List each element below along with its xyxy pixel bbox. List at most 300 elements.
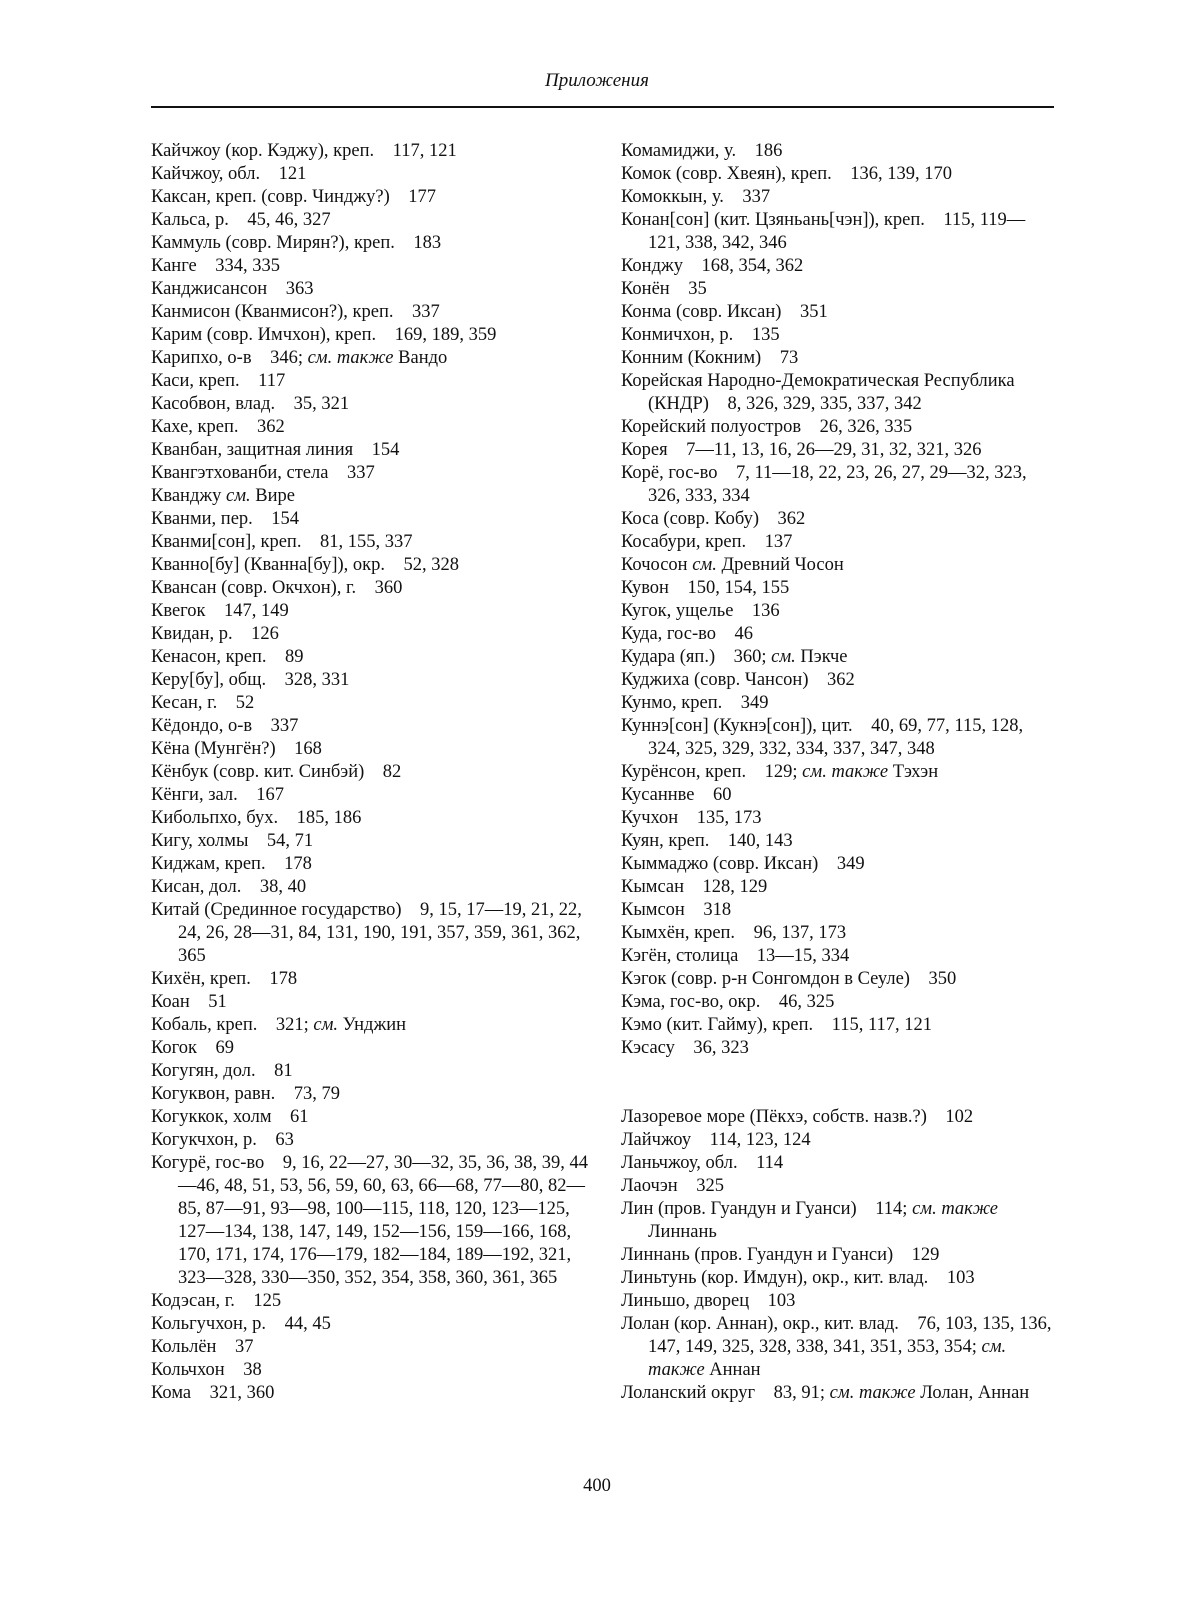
page-refs: 185, 186: [296, 808, 362, 828]
index-term: Кымсан: [621, 877, 685, 897]
index-term: Корейский полуостров: [621, 417, 802, 437]
index-term: Керу[бу], общ.: [151, 670, 267, 690]
index-entry: [151, 1336, 591, 1359]
page-refs: 52, 328: [403, 555, 460, 575]
cross-reference: Аннан: [709, 1360, 761, 1380]
index-term: Линьтунь (кор. Имдун), окр., кит. влад.: [621, 1268, 929, 1288]
page-refs: 115, 117, 121: [831, 1015, 933, 1035]
cross-reference: Вандо: [398, 348, 448, 368]
page-refs: 318: [703, 900, 732, 920]
index-entry: [621, 531, 1056, 554]
index-term: Касобвон, влад.: [151, 394, 276, 414]
page-number: 400: [583, 1476, 611, 1496]
index-term: Лайчжоу: [621, 1130, 692, 1150]
index-term: Конён: [621, 279, 670, 299]
index-term: Кенасон, креп.: [151, 647, 267, 667]
index-term: Канмисон (Кванмисон?), креп.: [151, 302, 394, 322]
index-term: Каси, креп.: [151, 371, 240, 391]
index-term: Кусаннве: [621, 785, 695, 805]
index-entry: [621, 462, 1056, 508]
page-refs: 178: [284, 854, 312, 874]
index-term: Кигу, холмы: [151, 831, 249, 851]
index-term: Линнань (пров. Гуандун и Гуанси): [621, 1245, 894, 1265]
index-entry: [621, 278, 1056, 301]
page-refs: 140, 143: [727, 831, 793, 851]
page-refs: 346;: [270, 348, 303, 368]
index-term: Курёнсон, креп.: [621, 762, 747, 782]
index-term: Конним (Кокним): [621, 348, 762, 368]
index-term: Когок: [151, 1038, 198, 1058]
index-entry: [621, 945, 1056, 968]
page-refs: 76, 103, 135, 136, 147, 149, 325, 328, 338, 341, 351, 353, 354;: [648, 1314, 1052, 1357]
index-term: Куда, гос-во: [621, 624, 716, 644]
page-refs: 117, 121: [392, 141, 457, 161]
index-term: Квегок: [151, 601, 206, 621]
index-column-left: [151, 140, 591, 1405]
letter-group-gap: [621, 1060, 1056, 1106]
page-refs: 363: [285, 279, 314, 299]
index-entry: [151, 784, 591, 807]
index-entry: [621, 1244, 1056, 1267]
index-entry: [151, 1037, 591, 1060]
page-refs: 44, 45: [284, 1314, 331, 1334]
index-entry: [621, 255, 1056, 278]
page-refs: 129;: [764, 762, 798, 782]
page-refs: 61: [290, 1107, 309, 1127]
index-term: Конмичхон, р.: [621, 325, 734, 345]
page-refs: 63: [275, 1130, 294, 1150]
cross-reference: Унджин: [342, 1015, 407, 1035]
index-entry: [621, 1313, 1056, 1382]
page-refs: 128, 129: [702, 877, 768, 897]
index-term: Канге: [151, 256, 197, 276]
page-refs: 168, 354, 362: [701, 256, 804, 276]
index-entry: [621, 416, 1056, 439]
cross-reference: Линнань: [648, 1222, 717, 1242]
index-term: Кымхён, креп.: [621, 923, 736, 943]
page-refs: 26, 326, 335: [819, 417, 913, 437]
index-term: Кибольпхо, бух.: [151, 808, 279, 828]
page-refs: 168: [294, 739, 322, 759]
index-entry: [621, 600, 1056, 623]
index-term: Каксан, креп. (совр. Чинджу?): [151, 187, 390, 207]
header-rule: [151, 106, 1054, 108]
cross-reference: Вире: [255, 486, 295, 506]
cross-reference: Древний Чосон: [721, 555, 844, 575]
cross-reference: Пэкче: [800, 647, 848, 667]
index-entry: [621, 1152, 1056, 1175]
index-entry: [621, 577, 1056, 600]
index-term: Кайчжоу, обл.: [151, 164, 261, 184]
index-entry: [151, 876, 591, 899]
page-refs: 328, 331: [284, 670, 350, 690]
page-refs: 73, 79: [293, 1084, 340, 1104]
cross-reference: Лолан, Аннан: [920, 1383, 1030, 1403]
page-refs: 115, 119—121, 338, 342, 346: [648, 210, 1026, 253]
page-refs: 362: [826, 670, 855, 690]
index-term: Кудара (яп.): [621, 647, 716, 667]
index-entry: [621, 324, 1056, 347]
index-entry: [151, 991, 591, 1014]
see-also-label: см. также: [912, 1199, 999, 1219]
index-term: Кесан, г.: [151, 693, 218, 713]
index-entry: [621, 899, 1056, 922]
index-entry: [151, 646, 591, 669]
index-entry: [621, 1267, 1056, 1290]
index-term: Кёдондо, о-в: [151, 716, 253, 736]
index-term: Кучхон: [621, 808, 679, 828]
index-term: Кёнбук (совр. кит. Синбэй): [151, 762, 365, 782]
page-refs: 60: [713, 785, 732, 805]
index-entry: [151, 761, 591, 784]
page-refs: 150, 154, 155: [687, 578, 790, 598]
page-refs: 73: [779, 348, 799, 368]
index-term: Кихён, креп.: [151, 969, 251, 989]
index-term: Кугок, ущелье: [621, 601, 734, 621]
page-refs: 38: [243, 1360, 262, 1380]
index-term: Квансан (совр. Окчхон), г.: [151, 578, 357, 598]
index-entry: [151, 600, 591, 623]
index-term: Конджу: [621, 256, 684, 276]
index-term: Китай (Срединное государство): [151, 900, 402, 920]
index-entry: [621, 186, 1056, 209]
index-entry: [621, 761, 1056, 784]
page-refs: 37: [234, 1337, 254, 1357]
page-refs: 178: [269, 969, 298, 989]
index-entry: [151, 439, 591, 462]
index-entry: [151, 370, 591, 393]
index-term: Кальса, р.: [151, 210, 229, 230]
index-term: Линьшо, дворец: [621, 1291, 750, 1311]
index-entry: [621, 853, 1056, 876]
cross-reference: Тэхэн: [892, 762, 939, 782]
page-refs: 35: [688, 279, 707, 299]
index-entry: [621, 1037, 1056, 1060]
index-term: Кувон: [621, 578, 669, 598]
index-term: Комоккын, у.: [621, 187, 724, 207]
index-entry: [621, 1382, 1056, 1405]
page-refs: 349: [836, 854, 865, 874]
index-entry: [621, 140, 1056, 163]
page-refs: 362: [777, 509, 806, 529]
index-entry: [151, 715, 591, 738]
index-entry: [621, 692, 1056, 715]
page-refs: 186: [754, 141, 783, 161]
index-term: Коан: [151, 992, 190, 1012]
page-refs: 121: [278, 164, 307, 184]
see-also-label: см.: [771, 647, 796, 667]
index-entry: [151, 738, 591, 761]
index-entry: [151, 1382, 591, 1405]
index-term: Кэгок (совр. р-н Сонгомдон в Сеуле): [621, 969, 910, 989]
page-refs: 169, 189, 359: [394, 325, 497, 345]
page-refs: 81, 155, 337: [319, 532, 413, 552]
index-entry: [151, 186, 591, 209]
page-refs: 9, 16, 22—27, 30—32, 35, 36, 38, 39, 44—46, 48, 51, 53, 56, 59, 60, 63, 66—68, 77—80, 82—85, 87—91, 93—98, 100—115, 118, 120, 123—125, 127—134, 138, 147, 149, 152—156, 159—166, 168, 170, 171, 174, 176—179, 182—184, 189—192, 321, 323—328, 330—350, 352, 354, 358, 360, 361, 365: [178, 1153, 589, 1288]
page-refs: 7, 11—18, 22, 23, 26, 27, 29—32, 323, 326, 333, 334: [648, 463, 1027, 506]
page-refs: 362: [257, 417, 285, 437]
index-term: Кэгён, столица: [621, 946, 739, 966]
index-entry: [621, 1014, 1056, 1037]
page-refs: 81: [274, 1061, 293, 1081]
index-entry: [621, 807, 1056, 830]
index-entry: [151, 462, 591, 485]
index-entry: [621, 439, 1056, 462]
index-entry: [621, 301, 1056, 324]
index-entry: [621, 669, 1056, 692]
index-entry: [621, 1290, 1056, 1313]
index-term: Лаочэн: [621, 1176, 678, 1196]
index-entry: [151, 899, 591, 968]
see-also-label: см.: [226, 486, 251, 506]
index-term: Ланьчжоу, обл.: [621, 1153, 738, 1173]
index-term: Кахе, креп.: [151, 417, 239, 437]
index-entry: [151, 232, 591, 255]
running-head: Приложения: [545, 70, 649, 91]
index-entry: [151, 324, 591, 347]
page-refs: 89: [285, 647, 304, 667]
index-term: Когукчхон, р.: [151, 1130, 257, 1150]
page-refs: 103: [946, 1268, 975, 1288]
page-refs: 177: [408, 187, 436, 207]
page-refs: 321, 360: [209, 1383, 275, 1403]
page-refs: 35, 321: [293, 394, 350, 414]
page-refs: 51: [208, 992, 227, 1012]
index-entry: [151, 209, 591, 232]
page-refs: 136, 139, 170: [850, 164, 952, 184]
page-refs: 154: [371, 440, 400, 460]
index-entry: [621, 508, 1056, 531]
index-term: Канджисансон: [151, 279, 268, 299]
index-entry: [151, 807, 591, 830]
see-also-label: см. также: [307, 348, 394, 368]
index-term: Когугян, дол.: [151, 1061, 256, 1081]
index-entry: [151, 531, 591, 554]
page-refs: 349: [740, 693, 769, 713]
index-term: Корё, гос-во: [621, 463, 718, 483]
page-refs: 360;: [733, 647, 767, 667]
index-term: Кэмо (кит. Гайму), креп.: [621, 1015, 814, 1035]
index-entry: [621, 715, 1056, 761]
index-term: Корейская Народно-Демократическая Республика (КНДР): [621, 371, 1015, 414]
index-term: Кёнги, зал.: [151, 785, 238, 805]
page-refs: 83, 91;: [773, 1383, 826, 1403]
index-term: Кэсасу: [621, 1038, 675, 1058]
index-entry: [151, 278, 591, 301]
index-term: Кымсон: [621, 900, 685, 920]
index-term: Комамиджи, у.: [621, 141, 737, 161]
index-term: Кунмо, креп.: [621, 693, 723, 713]
page-refs: 135: [751, 325, 780, 345]
index-entry: [151, 623, 591, 646]
index-entry: [621, 1198, 1056, 1244]
index-entry: [151, 140, 591, 163]
page-refs: 9, 15, 17—19, 21, 22, 24, 26, 28—31, 84, 131, 190, 191, 357, 359, 361, 362, 365: [178, 900, 582, 966]
page-refs: 69: [215, 1038, 235, 1058]
index-entry: [151, 301, 591, 324]
page-refs: 8, 326, 329, 335, 337, 342: [727, 394, 922, 414]
index-term: Кыммаджо (совр. Иксан): [621, 854, 819, 874]
index-term: Кисан, дол.: [151, 877, 242, 897]
index-term: Кайчжоу (кор. Кэджу), креп.: [151, 141, 375, 161]
page-refs: 321;: [275, 1015, 309, 1035]
page-refs: 36, 323: [693, 1038, 749, 1058]
page-refs: 325: [696, 1176, 724, 1196]
page-refs: 136: [751, 601, 780, 621]
index-term: Кванно[бу] (Кванна[бу]), окр.: [151, 555, 386, 575]
index-entry: [621, 830, 1056, 853]
page-refs: 7—11, 13, 16, 26—29, 31, 32, 321, 326: [686, 440, 982, 460]
page-refs: 52: [235, 693, 255, 713]
index-entry: [151, 1060, 591, 1083]
index-term: Кванбан, защитная линия: [151, 440, 354, 460]
index-entry: [151, 1129, 591, 1152]
index-entry: [151, 1083, 591, 1106]
index-entry: [621, 991, 1056, 1014]
index-term: Карипхо, о-в: [151, 348, 252, 368]
index-entry: [621, 646, 1056, 669]
index-entry: [621, 1175, 1056, 1198]
index-entry: [621, 163, 1056, 186]
page-refs: 337: [270, 716, 299, 736]
page-refs: 154: [271, 509, 300, 529]
page-refs: 167: [256, 785, 284, 805]
index-entry: [151, 554, 591, 577]
index-term: Квангэтхованби, стела: [151, 463, 329, 483]
page-refs: 117: [258, 371, 286, 391]
index-term: Карим (совр. Имчхон), креп.: [151, 325, 377, 345]
index-entry: [621, 784, 1056, 807]
index-term: Киджам, креп.: [151, 854, 266, 874]
index-term: Лоланский округ: [621, 1383, 756, 1403]
index-entry: [621, 554, 1056, 577]
page-refs: 40, 69, 77, 115, 128, 324, 325, 329, 332, 334, 337, 347, 348: [648, 716, 1024, 759]
index-entry: [151, 692, 591, 715]
index-term: Кольлён: [151, 1337, 217, 1357]
index-entry: [621, 370, 1056, 416]
index-term: Кванми, пер.: [151, 509, 253, 529]
index-term: Конан[сон] (кит. Цзяньань[чэн]), креп.: [621, 210, 925, 230]
index-term: Кобаль, креп.: [151, 1015, 258, 1035]
index-entry: [151, 577, 591, 600]
index-term: Комок (совр. Хвеян), креп.: [621, 164, 832, 184]
index-term: Кольгучхон, р.: [151, 1314, 267, 1334]
index-entry: [151, 1290, 591, 1313]
index-entry: [151, 416, 591, 439]
index-entry: [151, 853, 591, 876]
index-term: Кочосон: [621, 555, 688, 575]
page-refs: 350: [928, 969, 957, 989]
page-refs: 54, 71: [266, 831, 314, 851]
index-entry: [151, 163, 591, 186]
page-refs: 334, 335: [215, 256, 281, 276]
page-refs: 129: [911, 1245, 940, 1265]
index-entry: [621, 922, 1056, 945]
index-entry: [151, 1313, 591, 1336]
index-entry: [151, 393, 591, 416]
page-refs: 337: [742, 187, 771, 207]
index-term: Корея: [621, 440, 668, 460]
index-entry: [621, 623, 1056, 646]
index-term: Куннэ[сон] (Кукнэ[сон]), цит.: [621, 716, 853, 736]
index-term: Куджиха (совр. Чансон): [621, 670, 809, 690]
index-entry: [621, 968, 1056, 991]
index-term: Кома: [151, 1383, 192, 1403]
page-refs: 96, 137, 173: [753, 923, 847, 943]
index-term: Квидан, р.: [151, 624, 233, 644]
index-entry: [151, 255, 591, 278]
index-entry: [151, 508, 591, 531]
page-refs: 114;: [875, 1199, 908, 1219]
index-term: Кванми[сон], креп.: [151, 532, 302, 552]
index-entry: [151, 669, 591, 692]
index-term: Лолан (кор. Аннан), окр., кит. влад.: [621, 1314, 899, 1334]
page-refs: 135, 173: [696, 808, 762, 828]
page-refs: 125: [253, 1291, 282, 1311]
index-term: Куян, креп.: [621, 831, 710, 851]
page-refs: 337: [346, 463, 375, 483]
index-term: Кольчхон: [151, 1360, 225, 1380]
index-entry: [621, 347, 1056, 370]
index-entry: [151, 830, 591, 853]
see-also-label: см.: [692, 555, 717, 575]
page-refs: 337: [411, 302, 440, 322]
page-refs: 147, 149: [224, 601, 289, 621]
index-term: Когуквон, равн.: [151, 1084, 276, 1104]
page-refs: 82: [382, 762, 402, 782]
index-term: Кёна (Мунгён?): [151, 739, 276, 759]
page-refs: 114, 123, 124: [709, 1130, 811, 1150]
index-entry: [151, 1014, 591, 1037]
index-term: Когурё, гос-во: [151, 1153, 265, 1173]
index-term: Косабури, креп.: [621, 532, 747, 552]
index-entry: [621, 1129, 1056, 1152]
see-also-label: см. также: [648, 1337, 1007, 1380]
index-entry: [151, 1152, 591, 1290]
page-refs: 103: [767, 1291, 796, 1311]
see-also-label: см.: [313, 1015, 339, 1035]
page-refs: 46: [734, 624, 753, 644]
page-refs: 360: [374, 578, 403, 598]
index-entry: [151, 347, 591, 370]
page-refs: 46, 325: [778, 992, 835, 1012]
index-column-right: [621, 140, 1056, 1405]
index-term: Лин (пров. Гуандун и Гуанси): [621, 1199, 857, 1219]
page-refs: 38, 40: [259, 877, 307, 897]
page-refs: 126: [251, 624, 279, 644]
index-entry: [151, 1359, 591, 1382]
page-refs: 13—15, 334: [756, 946, 850, 966]
see-also-label: см. также: [802, 762, 889, 782]
index-term: Кванджу: [151, 486, 222, 506]
index-entry: [621, 876, 1056, 899]
page-refs: 102: [945, 1107, 974, 1127]
index-entry: [151, 485, 591, 508]
index-term: Коса (совр. Кобу): [621, 509, 760, 529]
index-term: Конма (совр. Иксан): [621, 302, 782, 322]
index-entry: [621, 1106, 1056, 1129]
page-refs: 183: [413, 233, 442, 253]
page-refs: 114: [756, 1153, 784, 1173]
page-refs: 137: [764, 532, 793, 552]
index-term: Лазоревое море (Пёкхэ, собств. назв.?): [621, 1107, 927, 1127]
index-entry: [151, 968, 591, 991]
index-entry: [621, 209, 1056, 255]
see-also-label: см. также: [829, 1383, 916, 1403]
index-entry: [151, 1106, 591, 1129]
page-refs: 351: [799, 302, 828, 322]
index-term: Каммуль (совр. Мирян?), креп.: [151, 233, 395, 253]
